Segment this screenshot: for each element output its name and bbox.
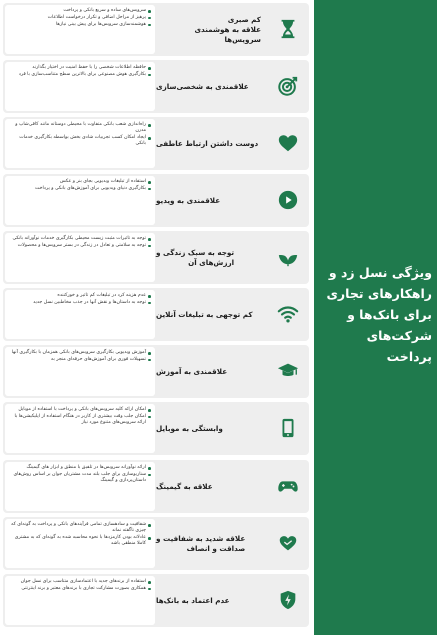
bullet: امکان جلب وقت بیشتری از کاربر در هنگام استفاده از اپلیکیشن‌ها با ارائه سرویس‌های متنوع مورد نیاز: [9, 414, 151, 427]
feature-title: [156, 288, 261, 341]
feature-description: [5, 5, 155, 54]
target-icon: [276, 74, 300, 98]
feature-row-online-ads: [3, 288, 309, 341]
heart-icon: [276, 131, 300, 155]
feature-description: [5, 233, 155, 282]
bullet: عادلانه بودن کارمزدها با نحوه محاسبه شده به گونه‌ای که به مشتری کاملا منطقی باشد: [9, 535, 151, 548]
mobile-icon: [276, 416, 300, 440]
feature-description: [5, 576, 155, 625]
feature-title: [156, 574, 261, 627]
bullet: تسهیلات فوری برای آموزش‌های حرفه‌ای منجر به: [9, 357, 151, 363]
bullet: بکارگیری دنیای ویدیویی برای آموزش‌های بانکی و پرداخت: [9, 186, 151, 192]
feature-row-impatience: [3, 3, 309, 56]
bullet: همکاری بصورت مشارکت تجاری با برندهای معتبر و برند اینترنتی: [9, 586, 151, 592]
feature-title-line: وابستگی به موبایل: [156, 423, 223, 433]
feature-title: [156, 345, 261, 398]
hourglass-icon: [276, 17, 300, 41]
feature-row-transparency: [3, 517, 309, 570]
feature-description: [5, 176, 155, 225]
feature-title: [156, 402, 261, 455]
feature-title-line: علاقمندی به شخصی‌سازی: [156, 81, 249, 91]
feature-title-line: ارزش‌های آن: [188, 257, 235, 267]
page-title-line: برای بانک‌ها و: [347, 307, 432, 322]
page-title-line: راهکارهای تجاری: [326, 286, 432, 301]
feature-title-line: عدم اعتماد به بانک‌ها: [156, 595, 230, 605]
bullet: ایجاد امکان کسب تجربیات شادی بخش بواسطه بکارگیری خدمات بانکی: [9, 135, 151, 148]
feature-row-emotional-connection: [3, 117, 309, 170]
bullet: توجه به تاثیرات مثبت زیست محیطی بکارگیری خدمات نوآورانه بانکی: [9, 236, 151, 242]
feature-title-line: علاقه به گیمینگ: [156, 481, 213, 491]
feature-row-education: [3, 345, 309, 398]
bullet: توجه به داستان‌ها و نقش آنها در جذب مخاطبین نسل جدید: [9, 300, 151, 306]
feature-description: [5, 347, 155, 396]
bullet: توجه به سلامتی و تعادل در زندگی در بستر سرویس‌ها و محصولات: [9, 243, 151, 249]
bullet: عدم هزینه کرد در تبلیغات کم تاثیر و خورکننده: [9, 293, 151, 299]
feature-title: [156, 117, 261, 170]
feature-description: [5, 62, 155, 111]
feature-title-line: علاقه به هوشمندی سرویس‌ها: [194, 24, 261, 44]
title-panel: [314, 0, 437, 635]
feature-description: [5, 290, 155, 339]
feature-title: [156, 460, 261, 513]
feature-title-line: کم توجهی به تبلیغات آنلاین: [156, 309, 253, 319]
feature-title-line: کم صبری: [227, 14, 261, 24]
feature-row-mobile: [3, 402, 309, 455]
feature-row-bank-distrust: [3, 574, 309, 627]
wifi-icon: [276, 302, 300, 326]
feature-title-line: صداقت و انصاف: [186, 543, 246, 553]
feature-row-lifestyle: [3, 231, 309, 284]
bullet: امکان ارائه کلیه سرویس‌های بانکی و پرداخت با استفاده از موبایل: [9, 407, 151, 413]
bullet: استفاده از تبلیغات ویدیویی بجای بنر و عکس: [9, 179, 151, 185]
feature-title: [156, 60, 261, 113]
bullet: حافظه اطلاعات شخصی را با حفظ امنیت در اختیار بگذارند: [9, 65, 151, 71]
play-icon: [276, 188, 300, 212]
feature-description: [5, 462, 155, 511]
feature-title-line: علاقمندی به آموزش: [156, 366, 228, 376]
feature-row-gaming: [3, 460, 309, 513]
bullet: سناریوسازی برای جلب بلند مدت مشتریان جوان بر اساس روش‌های داستان‌پردازی و گیمینگ: [9, 472, 151, 485]
page-title-line: شرکت‌های پرداخت: [366, 328, 432, 364]
feature-title-line: توجه به سبک زندگی و: [156, 247, 235, 257]
leaf-icon: [276, 245, 300, 269]
bullet: سرویس‌های ساده و سریع بانکی و پرداخت: [9, 8, 151, 14]
graduation-cap-icon: [276, 359, 300, 383]
page-title: [320, 262, 432, 367]
handshake-heart-icon: [276, 531, 300, 555]
gamepad-icon: [276, 474, 300, 498]
feature-title-line: علاقه شدید به شفافیت و: [156, 533, 246, 543]
feature-title-line: علاقمندی به ویدیو: [156, 195, 221, 205]
feature-title: [156, 231, 261, 284]
bullet: پرهیز از مراحل اضافی و تکرار درخواست اطلاعات: [9, 15, 151, 21]
bullet: بکارگیری هوش مصنوعی برای بالاترین سطح متناسب‌سازی با فرد: [9, 72, 151, 78]
feature-row-video: [3, 174, 309, 227]
feature-description: [5, 404, 155, 453]
shield-bolt-icon: [276, 588, 300, 612]
feature-description: [5, 519, 155, 568]
feature-title: [156, 174, 261, 227]
feature-title: [156, 3, 261, 56]
bullet: آموزش ویدیویی بکارگیری سرویس‌های بانکی همزمان با بکارگیری آنها: [9, 350, 151, 356]
page-title-line: ویژگی نسل زد و: [328, 265, 432, 280]
feature-title-line: دوست داشتن ارتباط عاطفی: [156, 138, 259, 148]
bullet: استفاده از برندهای جدید با اعتمادسازی متناسب برای نسل جوان: [9, 579, 151, 585]
feature-description: [5, 119, 155, 168]
bullet: هوشمندسازی سرویس‌ها برای پیش بینی نیازها: [9, 22, 151, 28]
bullet: ارائه نوآورانه سرویس‌ها در تلفیق با منطق و ابزار های گیمینگ: [9, 465, 151, 471]
feature-row-personalization: [3, 60, 309, 113]
bullet: شفافیت و سادهسازی تمامی فرآیندهای بانکی و پرداخت به گونه‌ای که چیزی ناگفته نماند: [9, 522, 151, 535]
bullet: راه‌اندازی شعب بانکی متفاوت با محیطی دوستانه مانند کافی‌شاپ و مدرن: [9, 122, 151, 135]
feature-title: [156, 517, 261, 570]
